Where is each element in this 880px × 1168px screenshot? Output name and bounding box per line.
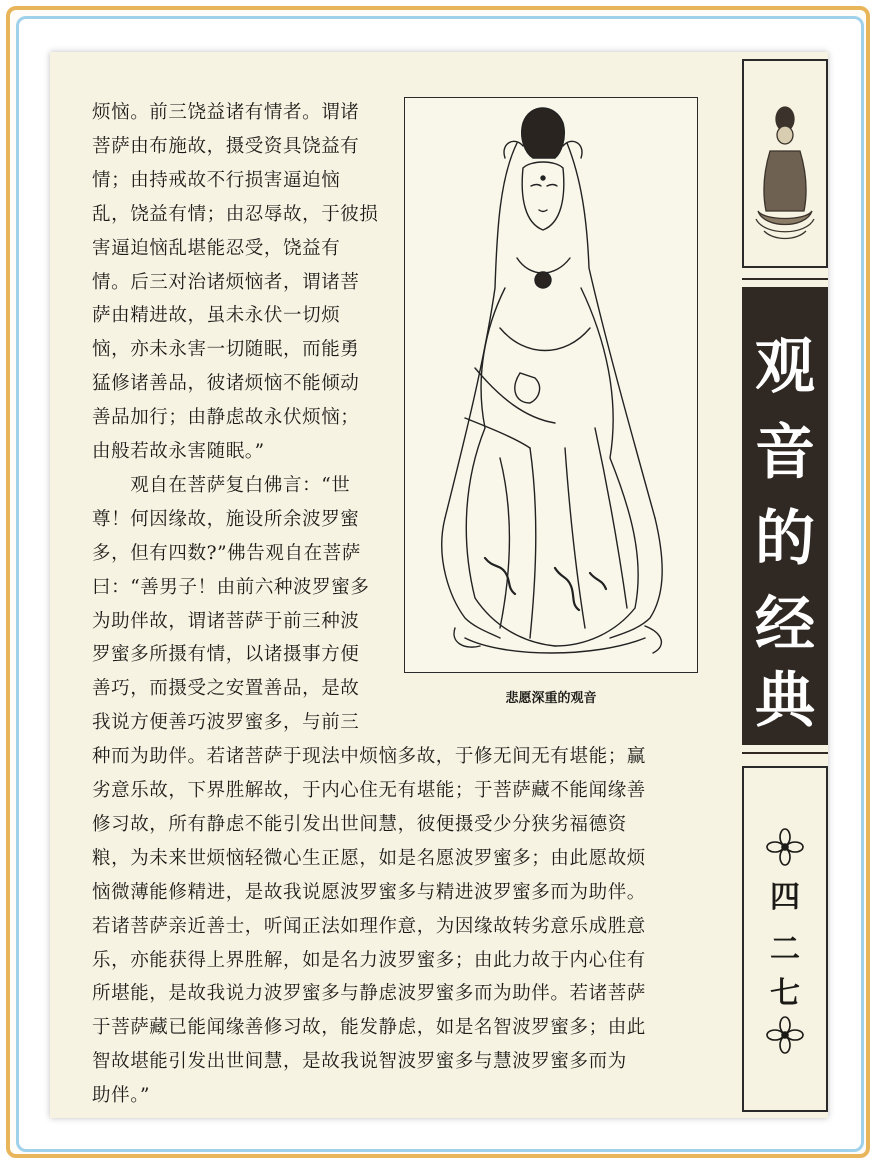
text-line: 劣意乐故，下界胜解故，于内心住无有堪能；于菩萨藏不能闻缘善 bbox=[92, 780, 646, 801]
page-number-char: 二 bbox=[770, 932, 800, 967]
title-char: 观 bbox=[755, 332, 815, 402]
guanyin-illustration bbox=[404, 97, 698, 673]
title-bar-top-rule bbox=[742, 278, 828, 280]
title-char: 经 bbox=[755, 590, 815, 660]
flower-ornament-icon bbox=[766, 1016, 804, 1054]
text-line: 萨由精进故，虽未永伏一切烦 bbox=[92, 305, 341, 327]
text-line: 我说方便善巧波罗蜜多，与前三 bbox=[92, 712, 360, 734]
text-line: 为助伴故，谓诸菩萨于前三种波 bbox=[92, 610, 360, 632]
text-line: 罗蜜多所摄有情，以诸摄事方便 bbox=[92, 644, 360, 666]
text-line: 烦恼。前三饶益诸有情者。谓诸 bbox=[92, 102, 360, 123]
text-line: 助伴。” bbox=[92, 1085, 151, 1107]
text-line: 猛修诸善品，彼诸烦恼不能倾动 bbox=[92, 373, 360, 395]
text-line: 善品加行；由静虑故永伏烦恼； bbox=[92, 407, 360, 429]
text-line: 恼，亦未永害一切随眠，而能勇 bbox=[92, 339, 360, 361]
title-char: 典 bbox=[755, 666, 815, 736]
page-number-box bbox=[742, 766, 828, 1112]
text-line: 种而为助伴。若诸菩萨于现法中烦恼多故，于修无间无有堪能；赢 bbox=[92, 746, 646, 768]
text-line: 智故堪能引发出世间慧，是故我说智波罗蜜多与慧波罗蜜多而为 bbox=[92, 1051, 627, 1073]
title-char: 的 bbox=[755, 504, 815, 574]
text-line: 由般若故永害随眠。” bbox=[92, 441, 265, 462]
text-line: 观自在菩萨复白佛言：“世 bbox=[92, 474, 351, 496]
text-line: 若诸菩萨亲近善士，听闻正法如理作意，为因缘故转劣意乐成胜意 bbox=[92, 915, 646, 937]
text-line: 情。后三对治诸烦恼者，谓诸菩 bbox=[92, 271, 360, 293]
text-line: 害逼迫恼乱堪能忍受，饶益有 bbox=[92, 237, 341, 259]
text-line: 尊！何因缘故，施设所余波罗蜜 bbox=[92, 508, 360, 530]
guanyin-figure-drawing bbox=[405, 98, 696, 671]
text-line: 乱，饶益有情；由忍辱故，于彼损 bbox=[92, 203, 379, 225]
title-char: 音 bbox=[755, 418, 815, 488]
text-line: 乐，亦能获得上界胜解，如是名力波罗蜜多；由此力故于内心住有 bbox=[92, 949, 646, 971]
guanyin-thumbnail bbox=[742, 59, 828, 268]
section-title-bar bbox=[742, 287, 828, 745]
flower-ornament-icon bbox=[766, 828, 804, 866]
text-line: 情；由持戒故不行损害逼迫恼 bbox=[92, 169, 341, 191]
text-line: 粮，为未来世烦恼轻微心生正愿，如是名愿波罗蜜多；由此愿故烦 bbox=[92, 847, 646, 869]
text-line: 恼微薄能修精进，是故我说愿波罗蜜多与精进波罗蜜多而为助伴。 bbox=[92, 881, 646, 903]
text-line: 多，但有四数?”佛告观自在菩萨 bbox=[92, 542, 361, 564]
page-number-char: 七 bbox=[770, 976, 800, 1011]
text-line: 菩萨由布施故，摄受资具饶益有 bbox=[92, 135, 360, 157]
guanyin-thumbnail-drawing bbox=[744, 61, 826, 266]
title-bar-bottom-rule bbox=[742, 752, 828, 754]
text-line: 曰：“善男子！由前六种波罗蜜多 bbox=[92, 576, 370, 598]
text-line: 修习故，所有静虑不能引发出世间慧，彼便摄受少分狭劣福德资 bbox=[92, 813, 627, 835]
illustration-caption: 悲愿深重的观音 bbox=[505, 691, 597, 706]
text-line: 所堪能，是故我说力波罗蜜多与静虑波罗蜜多而为助伴。若诸菩萨 bbox=[92, 983, 646, 1005]
page-number-char: 四 bbox=[770, 880, 800, 915]
text-line: 善巧，而摄受之安置善品，是故 bbox=[92, 678, 360, 700]
text-line: 于菩萨藏已能闻缘善修习故，能发静虑，如是名智波罗蜜多；由此 bbox=[92, 1017, 646, 1039]
